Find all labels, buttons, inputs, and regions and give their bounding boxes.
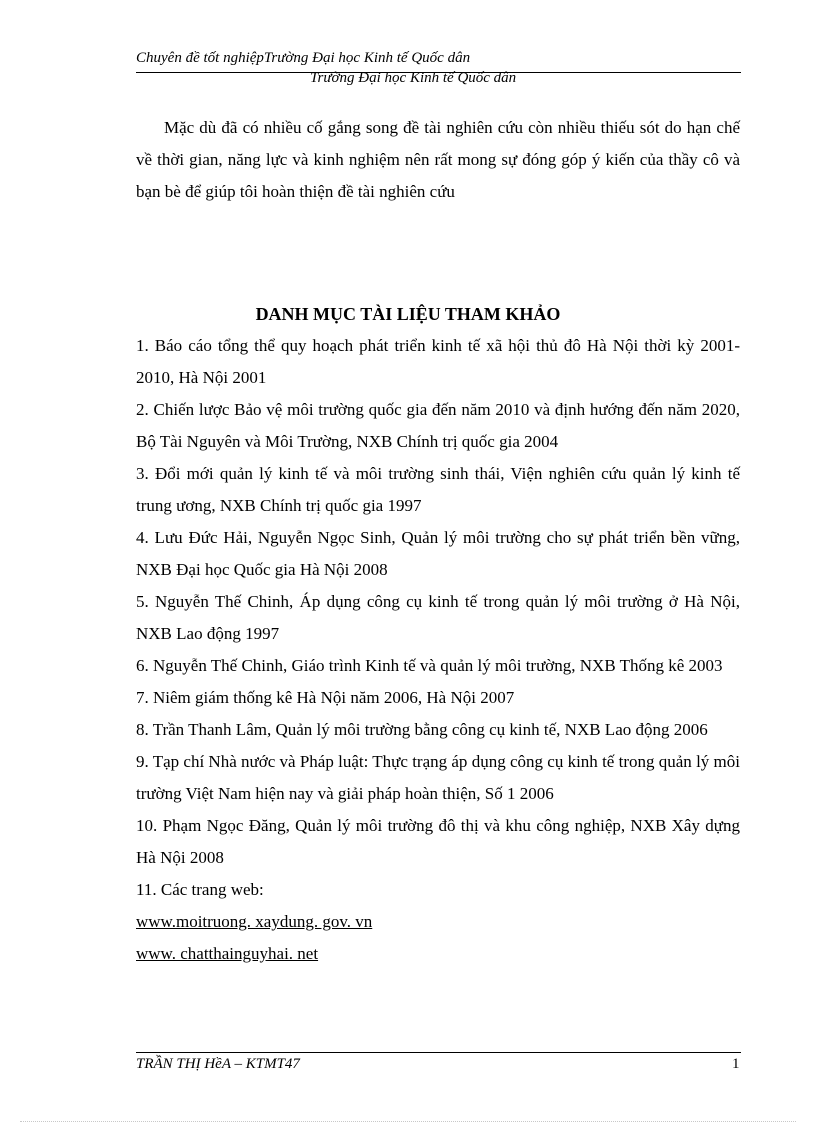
reference-item: 10. Phạm Ngọc Đăng, Quản lý môi trường đô thị và khu công nghiệp, NXB Xây dựng Hà Nội 2008	[136, 816, 740, 867]
reference-item: 11. Các trang web:	[136, 880, 264, 899]
page-number: 1	[732, 1056, 740, 1072]
page-break-line	[20, 1121, 796, 1122]
website-link[interactable]: www.moitruong. xaydung. gov. vn	[136, 912, 373, 931]
reference-item: 4. Lưu Đức Hải, Nguyễn Ngọc Sinh, Quản lý môi trường cho sự phát triển bền vững, NXB Đại học Quốc gia Hà Nội 2008	[136, 528, 740, 579]
website-link[interactable]: www. chatthainguyhai. net	[136, 944, 319, 963]
footer-rule	[136, 1052, 741, 1053]
reference-item: 3. Đổi mới quản lý kinh tế và môi trường sinh thái, Viện nghiên cứu quản lý kinh tế trung ương, NXB Chính trị quốc gia 1997	[136, 464, 740, 515]
reference-item: 9. Tạp chí Nhà nước và Pháp luật: Thực trạng áp dụng công cụ kinh tế trong quản lý môi trường Việt Nam hiện nay và giải pháp hoàn thiện, Số 1 2006	[136, 752, 740, 803]
references-title: DANH MỤC TÀI LIỆU THAM KHẢO	[255, 304, 561, 324]
reference-item: 5. Nguyễn Thế Chinh, Áp dụng công cụ kinh tế trong quản lý môi trường ở Hà Nội, NXB Lao động 1997	[136, 592, 740, 643]
intro-paragraph: Mặc dù đã có nhiều cố gắng song đề tài nghiên cứu còn nhiều thiếu sót do hạn chế về thời gian, năng lực và kinh nghiệm nên rất mong sự đóng góp ý kiến của thầy cô và bạn bè để giúp tôi hoàn thiện đề tài nghiên cứu	[136, 118, 740, 201]
reference-item: 2. Chiến lược Bảo vệ môi trường quốc gia đến năm 2010 và định hướng đến năm 2020, Bộ Tài Nguyên và Môi Trường, NXB Chính trị quốc gia 2004	[136, 400, 740, 451]
reference-item: 1. Báo cáo tổng thể quy hoạch phát triển kinh tế xã hội thủ đô Hà Nội thời kỳ 2001-2010, Hà Nội 2001	[136, 336, 740, 387]
reference-item: 7. Niêm giám thống kê Hà Nội năm 2006, Hà Nội 2007	[136, 688, 515, 707]
reference-item: 8. Trần Thanh Lâm, Quản lý môi trường bằng công cụ kinh tế, NXB Lao động 2006	[136, 720, 708, 739]
header-title: Chuyên đề tốt nghiệpTrường Đại học Kinh tế Quốc dân	[136, 50, 471, 66]
footer-author: TRẦN THỊ HềA – KTMT47	[136, 1056, 300, 1072]
header-subtitle: Trường Đại học Kinh tế Quốc dân	[310, 70, 517, 86]
reference-item: 6. Nguyễn Thế Chinh, Giáo trình Kinh tế và quản lý môi trường, NXB Thống kê 2003	[136, 656, 723, 675]
references-list	[136, 330, 740, 970]
